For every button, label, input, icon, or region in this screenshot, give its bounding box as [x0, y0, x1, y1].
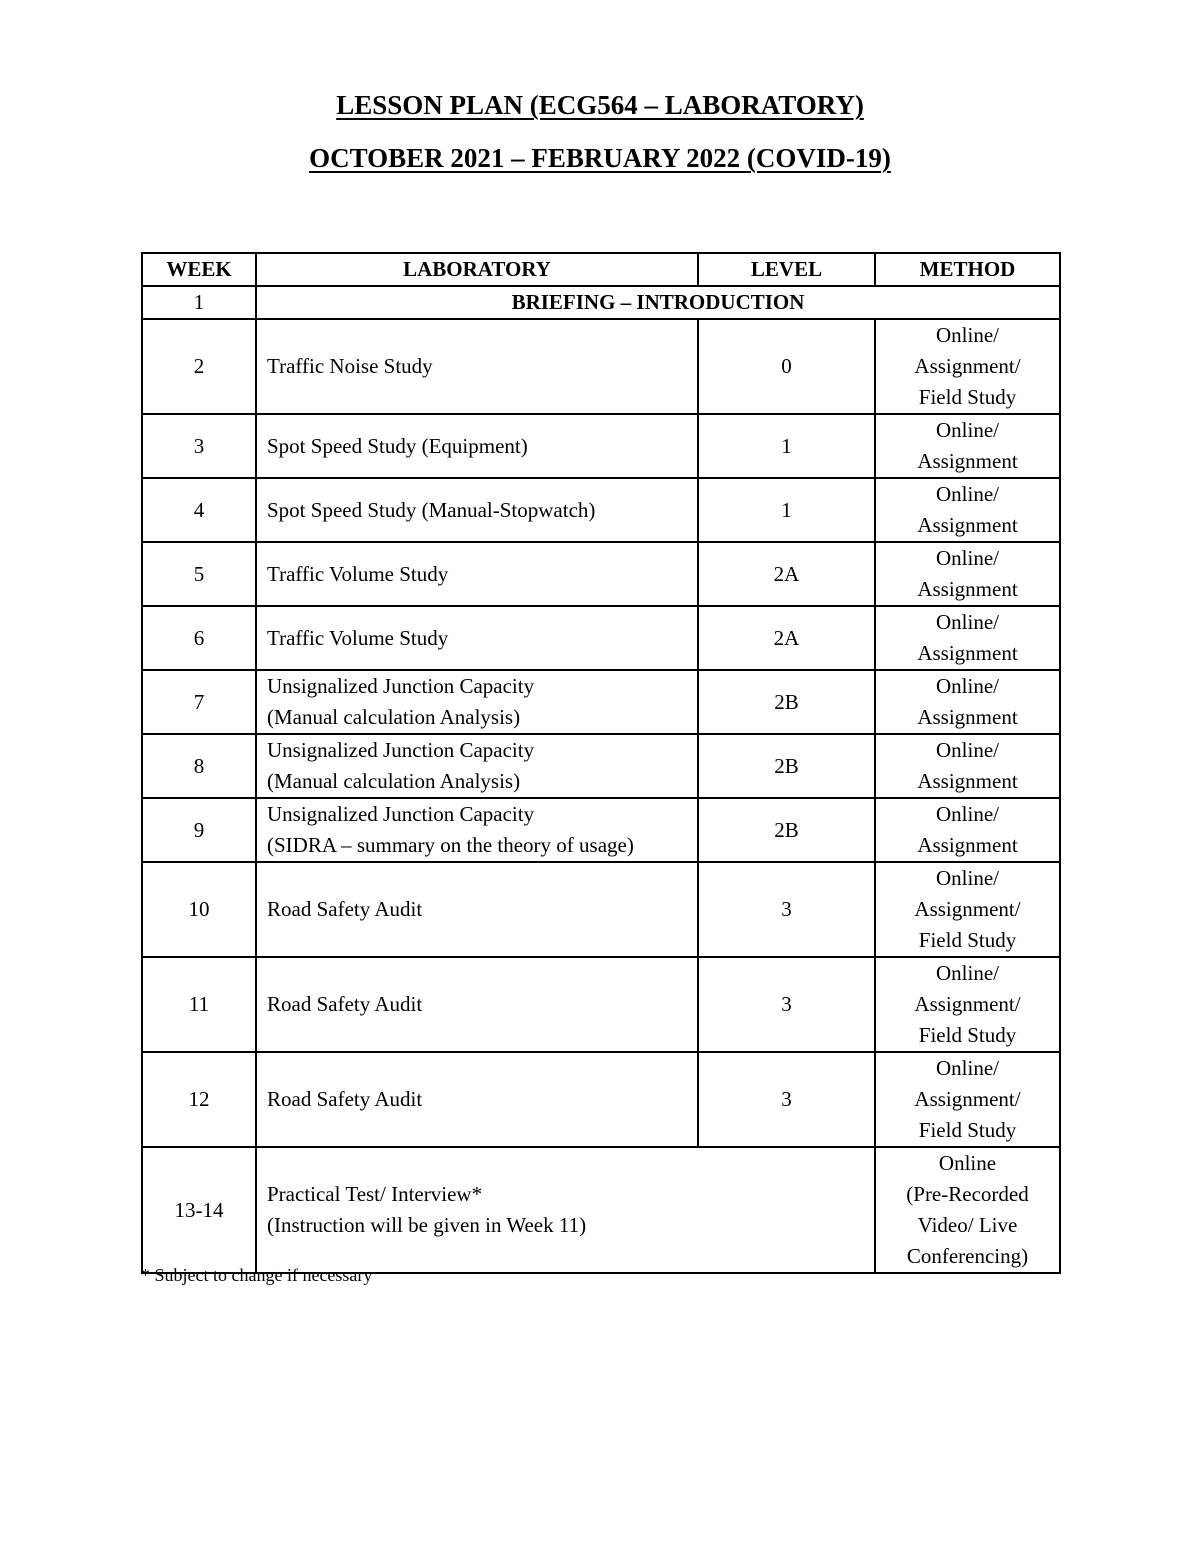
header-method: METHOD [875, 253, 1060, 286]
method-cell [875, 414, 1060, 478]
method-cell [875, 957, 1060, 1052]
laboratory-cell-line: (SIDRA – summary on the theory of usage) [267, 833, 634, 857]
laboratory-cell-line: Road Safety Audit [267, 1087, 423, 1111]
method-cell-line: Assignment/ [914, 354, 1021, 378]
level-cell: 2B [698, 734, 875, 798]
method-cell [875, 734, 1060, 798]
laboratory-cell-line: Spot Speed Study (Manual-Stopwatch) [267, 497, 596, 522]
level-cell: 2A [698, 606, 875, 670]
header-level: LEVEL [698, 253, 875, 286]
method-cell-line: Assignment [917, 449, 1018, 473]
method-cell-line: Assignment [917, 577, 1018, 601]
week-cell: 13-14 [142, 1147, 256, 1273]
laboratory-cell-line: (Manual calculation Analysis) [267, 769, 521, 793]
method-cell-line: Assignment/ [914, 992, 1021, 1016]
level-cell: 0 [698, 319, 875, 414]
laboratory-cell-line: Traffic Volume Study [267, 625, 449, 650]
week-cell: 12 [142, 1052, 256, 1147]
method-cell-line: Assignment [917, 705, 1018, 729]
method-cell-line: Assignment [917, 513, 1018, 537]
method-cell-line: Field Study [918, 385, 1017, 409]
laboratory-cell [256, 478, 698, 542]
table-row [142, 542, 1060, 606]
method-cell-line: Video/ Live [917, 1213, 1018, 1237]
method-cell-line: Online/ [936, 418, 999, 442]
method-cell [875, 1052, 1060, 1147]
method-cell-line: Online/ [936, 802, 999, 826]
table-row [142, 862, 1060, 957]
laboratory-cell-line: Traffic Volume Study [267, 561, 449, 586]
week-cell: 9 [142, 798, 256, 862]
method-cell-line: Online/ [936, 866, 999, 890]
laboratory-cell [256, 1147, 875, 1273]
table-row [142, 319, 1060, 414]
table-body [142, 286, 1060, 1273]
laboratory-cell-line: Unsignalized Junction Capacity [267, 802, 535, 826]
table-row [142, 798, 1060, 862]
document-title: LESSON PLAN (ECG564 – LABORATORY) [336, 90, 864, 120]
laboratory-cell [256, 319, 698, 414]
level-cell: 1 [698, 414, 875, 478]
method-cell-line: Assignment/ [914, 897, 1021, 921]
method-cell-line: Online/ [936, 1056, 999, 1080]
level-cell: 2B [698, 670, 875, 734]
laboratory-cell-line: Road Safety Audit [267, 992, 423, 1016]
level-cell: 3 [698, 957, 875, 1052]
method-cell-line: Conferencing) [906, 1244, 1029, 1268]
document-subtitle: OCTOBER 2021 – FEBRUARY 2022 (COVID-19) [309, 143, 891, 173]
table-header-row [142, 253, 1060, 286]
method-cell-line: Field Study [918, 1118, 1017, 1142]
method-cell [875, 542, 1060, 606]
laboratory-cell [256, 670, 698, 734]
week-cell: 8 [142, 734, 256, 798]
table-row [142, 478, 1060, 542]
laboratory-cell-line: Unsignalized Junction Capacity [267, 674, 535, 698]
method-cell [875, 1147, 1060, 1273]
laboratory-cell [256, 606, 698, 670]
method-cell-line: Online/ [936, 482, 999, 506]
method-cell [875, 606, 1060, 670]
laboratory-cell [256, 414, 698, 478]
method-cell-line: Online/ [936, 323, 999, 347]
table-row [142, 414, 1060, 478]
method-cell-line: Online/ [936, 546, 999, 570]
method-cell-line: Online/ [936, 738, 999, 762]
method-cell-line: Online/ [936, 961, 999, 985]
table-row [142, 670, 1060, 734]
laboratory-cell-line: (Instruction will be given in Week 11) [267, 1213, 587, 1237]
level-cell: 2B [698, 798, 875, 862]
table-row [142, 734, 1060, 798]
week-cell: 7 [142, 670, 256, 734]
laboratory-cell-line: Practical Test/ Interview* [267, 1182, 483, 1206]
week-cell: 10 [142, 862, 256, 957]
method-cell-line: Assignment/ [914, 1087, 1021, 1111]
laboratory-cell [256, 957, 698, 1052]
week-cell: 1 [142, 286, 256, 319]
method-cell [875, 478, 1060, 542]
level-cell: 3 [698, 862, 875, 957]
method-cell-line: Assignment [917, 833, 1018, 857]
method-cell-line: Assignment [917, 769, 1018, 793]
laboratory-cell-line: Road Safety Audit [267, 897, 423, 921]
laboratory-cell [256, 798, 698, 862]
method-cell-line: Field Study [918, 1023, 1017, 1047]
method-cell-line: Field Study [918, 928, 1017, 952]
method-cell [875, 798, 1060, 862]
header-laboratory: LABORATORY [256, 253, 698, 286]
laboratory-cell-line: (Manual calculation Analysis) [267, 705, 521, 729]
lesson-plan-table [141, 252, 1061, 1274]
laboratory-cell [256, 1052, 698, 1147]
table-row [142, 606, 1060, 670]
briefing-row [142, 286, 1060, 319]
laboratory-cell-line: Traffic Noise Study [267, 354, 433, 378]
table-row [142, 1052, 1060, 1147]
method-cell-line: Online/ [936, 674, 999, 698]
method-cell-line: Online [938, 1151, 997, 1175]
level-cell: 2A [698, 542, 875, 606]
method-cell [875, 670, 1060, 734]
laboratory-cell [256, 734, 698, 798]
method-cell [875, 319, 1060, 414]
week-cell: 3 [142, 414, 256, 478]
laboratory-cell [256, 542, 698, 606]
table-row [142, 957, 1060, 1052]
week-cell: 11 [142, 957, 256, 1052]
briefing-cell: BRIEFING – INTRODUCTION [256, 286, 1060, 319]
laboratory-cell [256, 862, 698, 957]
level-cell: 1 [698, 478, 875, 542]
method-cell-line: Online/ [936, 610, 999, 634]
header-week: WEEK [142, 253, 256, 286]
method-cell [875, 862, 1060, 957]
week-cell: 2 [142, 319, 256, 414]
table-row-final [142, 1147, 1060, 1273]
week-cell: 6 [142, 606, 256, 670]
method-cell-line: (Pre-Recorded [906, 1182, 1029, 1206]
week-cell: 4 [142, 478, 256, 542]
laboratory-cell-line: Spot Speed Study (Equipment) [267, 433, 528, 458]
level-cell: 3 [698, 1052, 875, 1147]
method-cell-line: Assignment [917, 641, 1018, 665]
week-cell: 5 [142, 542, 256, 606]
footnote: * Subject to change if necessary [141, 1265, 373, 1285]
laboratory-cell-line: Unsignalized Junction Capacity [267, 738, 535, 762]
